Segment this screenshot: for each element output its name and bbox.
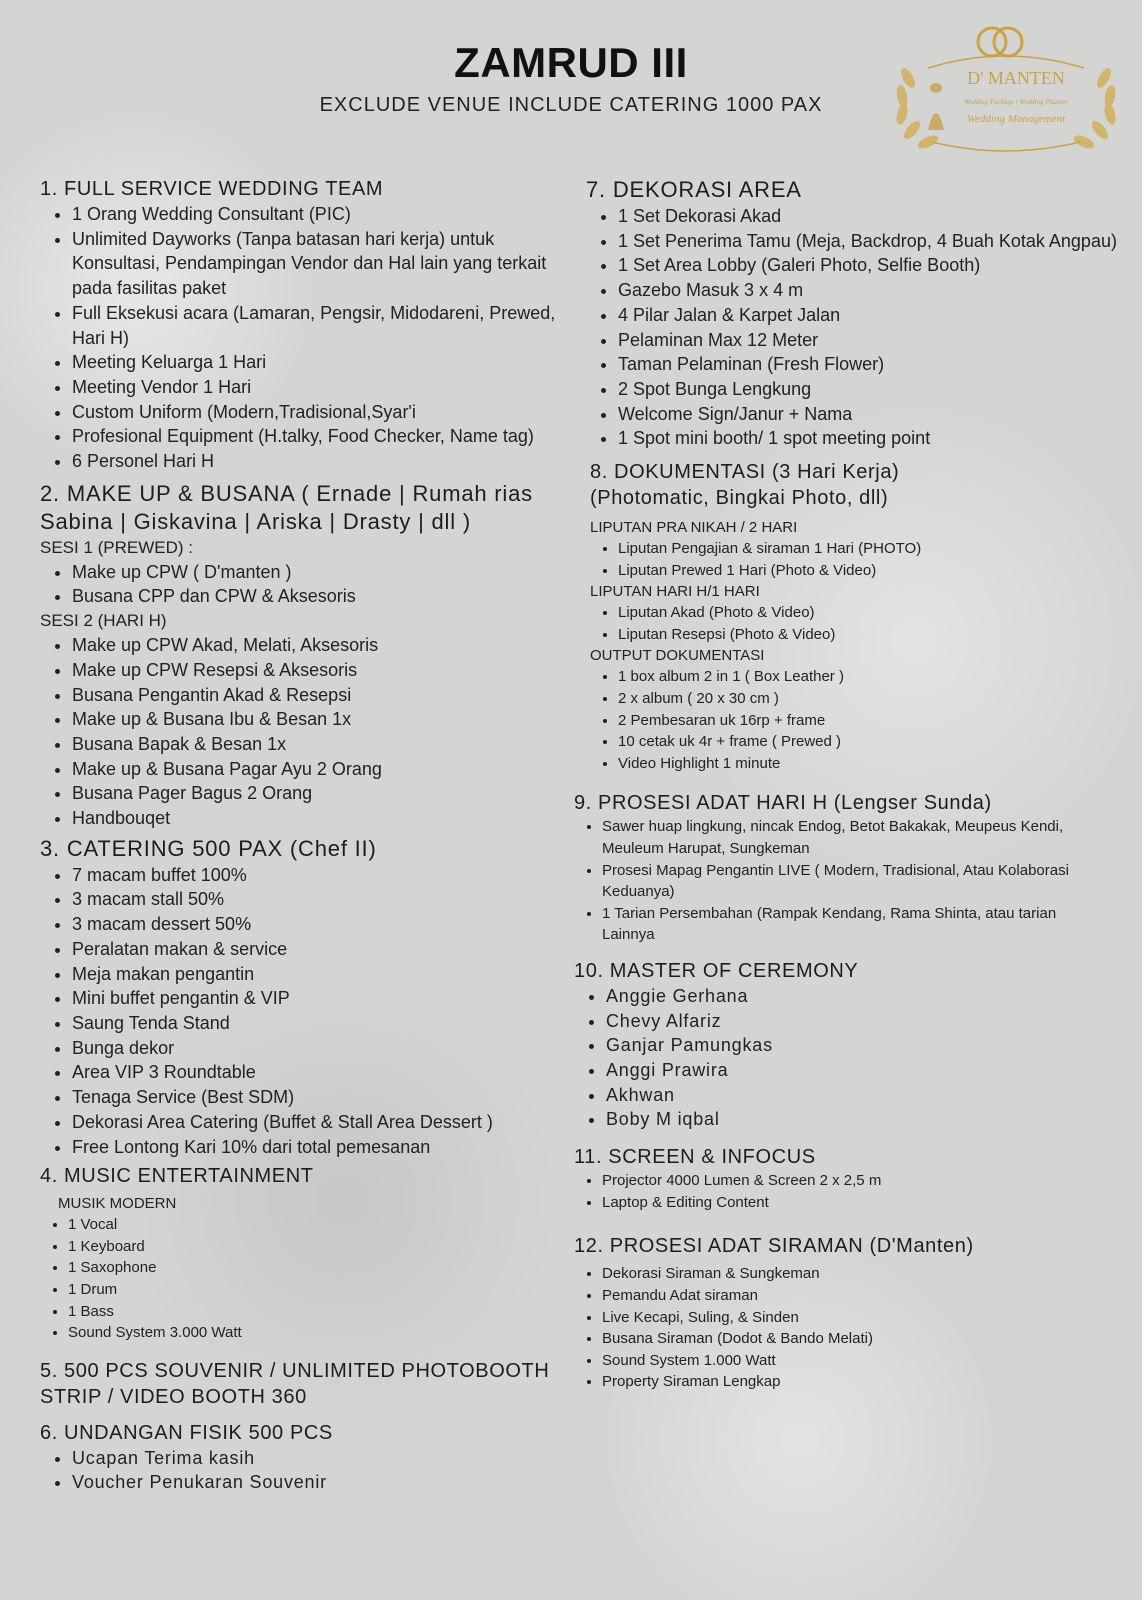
list-item: • 1 Set Dekorasi Akad — [618, 204, 1126, 229]
list-item: • 1 Keyboard — [68, 1236, 570, 1258]
list-item: • Saung Tenda Stand — [72, 1011, 570, 1036]
list-item: • 1 Saxophone — [68, 1257, 570, 1279]
list — [40, 633, 570, 831]
list — [590, 666, 1126, 774]
section-9 — [574, 790, 1126, 946]
dmanten-logo — [888, 18, 1124, 156]
list-item: • Chevy Alfariz — [606, 1009, 1126, 1034]
section-title: 5. 500 PCS SOUVENIR / UNLIMITED PHOTOBOOTH STRIP / VIDEO BOOTH 360 — [40, 1359, 550, 1408]
list-item: • Make up CPW Akad, Melati, Aksesoris — [72, 633, 570, 658]
list-item: • Liputan Resepsi (Photo & Video) — [618, 624, 1126, 646]
list-item: • Busana Bapak & Besan 1x — [72, 732, 570, 757]
list-item: • Peralatan makan & service — [72, 937, 570, 962]
list-item: • Sound System 1.000 Watt — [602, 1350, 1126, 1372]
section-title: 2. MAKE UP & BUSANA ( Ernade | Rumah rias Sabina | Giskavina | Ariska | Drasty | dll ) — [40, 480, 533, 534]
list-item: • 3 macam dessert 50% — [72, 912, 570, 937]
list-item: • Liputan Pengajian & siraman 1 Hari (PHOTO) — [618, 538, 1126, 560]
list-item: • 10 cetak uk 4r + frame ( Prewed ) — [618, 731, 1126, 753]
list-item: • 1 Orang Wedding Consultant (PIC) — [72, 202, 570, 227]
subsection-label: MUSIK MODERN — [58, 1195, 177, 1213]
list-item: • 6 Personel Hari H — [72, 449, 570, 474]
list — [574, 1170, 1126, 1213]
list-item: • 1 Set Area Lobby (Galeri Photo, Selfie Booth) — [618, 253, 1126, 278]
right-column — [574, 176, 1126, 1393]
list-item: • Unlimited Dayworks (Tanpa batasan hari kerja) untuk Konsultasi, Pendampingan Vendor dan Hal lain yang terkait pada fasilitas paket — [72, 227, 570, 301]
page-subtitle: EXCLUDE VENUE INCLUDE CATERING 1000 PAX — [319, 94, 823, 116]
list — [586, 204, 1126, 451]
section-2 — [40, 480, 570, 831]
section-8 — [586, 459, 910, 511]
list-item: • Busana Siraman (Dodot & Bando Melati) — [602, 1328, 1126, 1350]
list-item: • 2 x album ( 20 x 30 cm ) — [618, 688, 1126, 710]
section-10 — [574, 958, 1126, 1132]
list-item: • Pemandu Adat siraman — [602, 1285, 1126, 1307]
list — [40, 1214, 570, 1344]
list-item: • Taman Pelaminan (Fresh Flower) — [618, 352, 1126, 377]
list-item: • Video Highlight 1 minute — [618, 753, 1126, 775]
logo-tagline: Wedding Package | Wedding Planner — [963, 98, 1069, 106]
list-item: • Full Eksekusi acara (Lamaran, Pengsir, Midodareni, Prewed, Hari H) — [72, 301, 570, 350]
list-item: • Busana CPP dan CPW & Aksesoris — [72, 584, 570, 609]
section-title: 12. PROSESI ADAT SIRAMAN (D'Manten) — [574, 1235, 974, 1258]
list-item: • 7 macam buffet 100% — [72, 863, 570, 888]
list-item: • Welcome Sign/Janur + Nama — [618, 402, 1126, 427]
section-7 — [586, 176, 1126, 451]
list-item: • Make up CPW ( D'manten ) — [72, 560, 570, 585]
list-item: • 1 Bass — [68, 1301, 570, 1323]
list-item: • Meeting Vendor 1 Hari — [72, 375, 570, 400]
list-item: • Handbouqet — [72, 806, 570, 831]
list-item: • Make up CPW Resepsi & Aksesoris — [72, 658, 570, 683]
section-title: 10. MASTER OF CEREMONY — [574, 959, 859, 982]
section-6 — [40, 1420, 570, 1495]
left-column — [40, 176, 570, 1495]
list-item: • 1 Drum — [68, 1279, 570, 1301]
subsection-label: LIPUTAN PRA NIKAH / 2 HARI — [590, 519, 798, 537]
list-item: • Liputan Prewed 1 Hari (Photo & Video) — [618, 560, 1126, 582]
list-item: • Dekorasi Area Catering (Buffet & Stall Area Dessert ) — [72, 1110, 570, 1135]
list-item: • Ganjar Pamungkas — [606, 1033, 1126, 1058]
subsection-label: SESI 1 (PREWED) : — [40, 537, 194, 557]
section-8-groups — [586, 517, 1126, 774]
section-1 — [40, 176, 570, 474]
list-item: • Free Lontong Kari 10% dari total pemesanan — [72, 1135, 570, 1160]
section-3 — [40, 835, 570, 1159]
list-item: • Dekorasi Siraman & Sungkeman — [602, 1263, 1126, 1285]
section-title: 3. CATERING 500 PAX (Chef II) — [40, 835, 377, 861]
list-item: • Meeting Keluarga 1 Hari — [72, 350, 570, 375]
list-item: • Anggi Prawira — [606, 1058, 1126, 1083]
list — [40, 560, 570, 609]
page-title: ZAMRUD III — [454, 39, 688, 86]
list-item: • 1 Vocal — [68, 1214, 570, 1236]
section-title: 1. FULL SERVICE WEDDING TEAM — [40, 178, 384, 200]
list-item: • Profesional Equipment (H.talky, Food Checker, Name tag) — [72, 424, 570, 449]
list-item: • 1 Tarian Persembahan (Rampak Kendang, Rama Shinta, atau tarian Lainnya — [602, 903, 1102, 946]
subsection-label: SESI 2 (HARI H) — [40, 611, 167, 631]
list-item: • Anggie Gerhana — [606, 984, 1126, 1009]
list-item: • 2 Pembesaran uk 16rp + frame — [618, 710, 1126, 732]
section-5 — [40, 1358, 570, 1410]
section-title: 6. UNDANGAN FISIK 500 PCS — [40, 1421, 333, 1444]
list — [574, 984, 1126, 1132]
list-item: • Projector 4000 Lumen & Screen 2 x 2,5 m — [602, 1170, 1126, 1192]
logo-script: Wedding Management — [966, 113, 1066, 125]
list-item: • Make up & Busana Ibu & Besan 1x — [72, 707, 570, 732]
list-item: • Gazebo Masuk 3 x 4 m — [618, 278, 1126, 303]
list — [574, 1263, 1126, 1393]
section-11 — [574, 1144, 1126, 1213]
list-item: • Make up & Busana Pagar Ayu 2 Orang — [72, 757, 570, 782]
list-item: • 1 Set Penerima Tamu (Meja, Backdrop, 4 Buah Kotak Angpau) — [618, 229, 1126, 254]
list — [40, 863, 570, 1159]
subsection-label: OUTPUT DOKUMENTASI — [590, 647, 765, 665]
section-title: 9. PROSESI ADAT HARI H (Lengser Sunda) — [574, 792, 992, 815]
list-item: • Busana Pengantin Akad & Resepsi — [72, 683, 570, 708]
logo-brand: D' MANTEN — [967, 68, 1065, 88]
list-item: • 1 Spot mini booth/ 1 spot meeting point — [618, 426, 1126, 451]
list-item: • Live Kecapi, Suling, & Sinden — [602, 1307, 1126, 1329]
list-item: • Laptop & Editing Content — [602, 1192, 1126, 1214]
section-title: 8. DOKUMENTASI (3 Hari Kerja) (Photomatic, Bingkai Photo, dll) — [590, 461, 900, 510]
list-item: • Boby M iqbal — [606, 1107, 1126, 1132]
list-item: • Pelaminan Max 12 Meter — [618, 328, 1126, 353]
list-item: • Liputan Akad (Photo & Video) — [618, 602, 1126, 624]
list-item: • Sawer huap lingkung, nincak Endog, Betot Bakakak, Meupeus Kendi, Meuleum Harupat, Sungkeman — [602, 816, 1102, 859]
section-title: 11. SCREEN & INFOCUS — [574, 1146, 816, 1169]
list-item: • Mini buffet pengantin & VIP — [72, 986, 570, 1011]
list — [590, 538, 1126, 581]
list-item: • Sound System 3.000 Watt — [68, 1322, 570, 1344]
list-item: • Tenaga Service (Best SDM) — [72, 1085, 570, 1110]
list-item: • Busana Pager Bagus 2 Orang — [72, 781, 570, 806]
section-12 — [574, 1233, 1126, 1393]
list-item: • Ucapan Terima kasih — [72, 1446, 570, 1471]
list-item: • 3 macam stall 50% — [72, 887, 570, 912]
list-item: • 4 Pilar Jalan & Karpet Jalan — [618, 303, 1126, 328]
subsection-label: LIPUTAN HARI H/1 HARI — [590, 583, 760, 601]
list — [574, 816, 1102, 946]
section-title: 4. MUSIC ENTERTAINMENT — [40, 1165, 314, 1188]
section-title: 7. DEKORASI AREA — [586, 177, 802, 202]
list-item: • Voucher Penukaran Souvenir — [72, 1470, 570, 1495]
list-item: • Area VIP 3 Roundtable — [72, 1060, 570, 1085]
list — [590, 602, 1126, 645]
list — [40, 1446, 570, 1495]
list-item: • 1 box album 2 in 1 ( Box Leather ) — [618, 666, 1126, 688]
list-item: • Prosesi Mapag Pengantin LIVE ( Modern, Tradisional, Atau Kolaborasi Keduanya) — [602, 860, 1102, 903]
list-item: • Bunga dekor — [72, 1036, 570, 1061]
list-item: • Property Siraman Lengkap — [602, 1371, 1126, 1393]
list-item: • Custom Uniform (Modern,Tradisional,Syar'i — [72, 400, 570, 425]
list-item: • 2 Spot Bunga Lengkung — [618, 377, 1126, 402]
list-item: • Akhwan — [606, 1083, 1126, 1108]
list — [40, 202, 570, 474]
section-4 — [40, 1163, 570, 1344]
list-item: • Meja makan pengantin — [72, 962, 570, 987]
